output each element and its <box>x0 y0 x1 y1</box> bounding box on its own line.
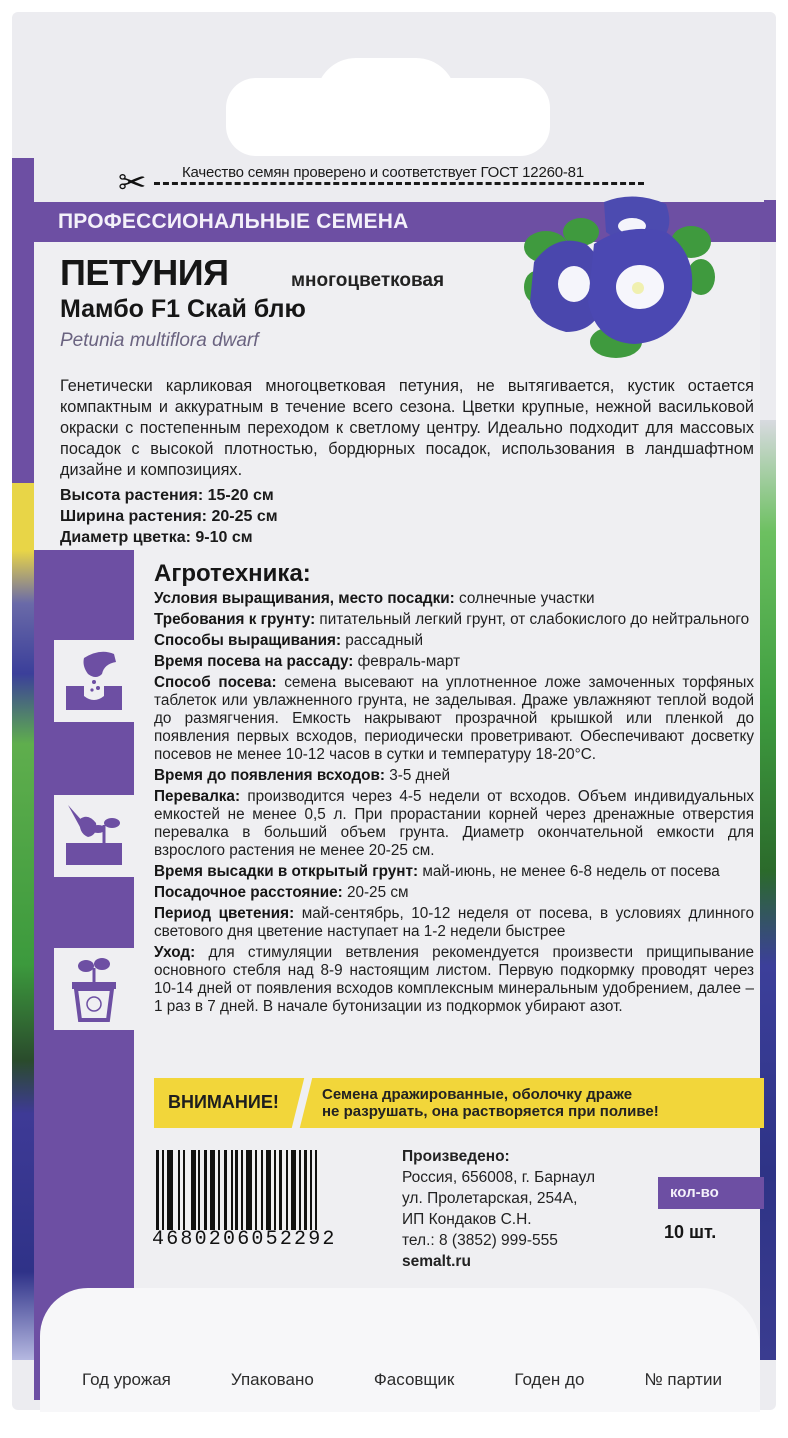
background-photo-left <box>12 480 34 1360</box>
hang-hole <box>226 78 550 156</box>
barcode-number: 4680206052292 <box>152 1228 337 1251</box>
stamp-packer: Фасовщик <box>373 1370 455 1389</box>
latin-name: Petunia multiflora dwarf <box>60 330 259 351</box>
agro-item: Период цветения: май-сентябрь, 10-12 неделя от посева, в условиях длинного светового дня цветение наступает на 1-2 недели быстрее <box>154 905 755 940</box>
spec-flower-diameter: Диаметр цветка: 9-10 см <box>60 529 253 546</box>
transplant-icon-box <box>54 795 134 877</box>
sowing-icon-box <box>54 640 134 722</box>
agrotechnics-heading: Агротехника: <box>154 560 311 587</box>
agro-item: Условия выращивания, место посадки: солнечные участки <box>154 590 595 607</box>
product-description: Генетически карликовая многоцветковая петуния, не вытягивается, кустик остается компактным и аккуратным в течение всего сезона. Цветки крупные, нежной васильковой окраски с постепенным переходом к светлому центру. Идеально подходит для массовых посадок с высокой плотностью, бордюрных посадок, использования в ландшафтном дизайне и композициях. <box>60 377 754 479</box>
quantity-label-box <box>658 1177 764 1209</box>
quality-note: Качество семян проверено и соответствует ГОСТ 12260-81 <box>182 164 584 181</box>
manufacturer-line: ИП Кондаков С.Н. <box>402 1211 532 1228</box>
bottom-flap <box>40 1288 760 1412</box>
warning-text: Семена дражированные, оболочку драже не разрушать, она растворяется при поливе! <box>322 1086 659 1120</box>
right-accent-bar <box>764 200 776 242</box>
quantity-label: кол-во <box>670 1184 719 1201</box>
manufacturer-phone: тел.: 8 (3852) 999-555 <box>402 1232 558 1249</box>
agro-item: Время посева на рассаду: февраль-март <box>154 653 461 670</box>
agrotechnics-section <box>154 560 754 1019</box>
transplant-trowel-icon <box>54 795 134 877</box>
quantity-value: 10 шт. <box>664 1222 717 1242</box>
manufacturer-heading: Произведено: <box>402 1148 510 1165</box>
scissors-icon: ✂ <box>118 164 147 202</box>
agro-item: Посадочное расстояние: 20-25 см <box>154 884 409 901</box>
manufacturer-info <box>402 1146 595 1272</box>
agro-item: Уход: для стимуляции ветвления рекомендуется произвести прищипывание основного стебля над 8-9 настоящим листом. Первую подкормку проводят через 10-14 дней от появления всходов комплексным минеральным удобрением, далее – 1 раз в 7 дней. В начале бутонизации из подкормок убирают азот. <box>154 944 754 1015</box>
left-accent-bar <box>12 158 34 483</box>
agro-item: Перевалка: производится через 4-5 недели от всходов. Объем индивидуальных емкостей не менее 0,5 л. При прорастании корней через дренажные отверстия перевалка в больший объем грунта. Диаметр окончательной емкости для взрослого растения не менее 20-25 см. <box>154 788 755 859</box>
stamp-harvest-year: Год урожая <box>82 1370 171 1389</box>
agro-item: Время до появления всходов: 3-5 дней <box>154 767 451 784</box>
agro-item: Способы выращивания: рассадный <box>154 632 424 649</box>
manufacturer-website: semalt.ru <box>402 1253 471 1270</box>
barcode <box>156 1150 380 1230</box>
sowing-hand-icon <box>54 640 134 722</box>
brand-band-text: ПРОФЕССИОНАЛЬНЫЕ СЕМЕНА <box>58 210 409 233</box>
dashed-cut-line <box>154 182 644 185</box>
manufacturer-line: Россия, 656008, г. Барнаул <box>402 1169 596 1186</box>
warning-label: ВНИМАНИЕ! <box>168 1092 279 1112</box>
stamp-packed: Упаковано <box>230 1370 314 1389</box>
pot-icon-box <box>54 948 134 1030</box>
spec-height: Высота растения: 15-20 см <box>60 487 274 504</box>
agro-item: Время высадки в открытый грунт: май-июнь, не менее 6-8 недель от посева <box>154 863 720 880</box>
potted-plant-icon <box>54 948 134 1030</box>
agro-item: Требования к грунту: питательный легкий грунт, от слабокислого до нейтрального <box>154 611 750 628</box>
warning-divider <box>292 1078 312 1128</box>
background-photo-right <box>760 420 776 1360</box>
warning-banner <box>154 1078 764 1128</box>
product-title: ПЕТУНИЯ <box>60 252 229 293</box>
variety-name: Мамбо F1 Скай блю <box>60 295 306 323</box>
petunia-flower-image <box>516 192 716 362</box>
stamp-expiry: Годен до <box>514 1370 585 1389</box>
agro-item: Способ посева: семена высевают на уплотненное ложе замоченных торфяных таблеток или увлажненного грунта, не заделывая. Драже увлажняют теплой водой до размягчения. Емкость накрывают прозрачной крышкой или пленкой до появления первых всходов, периодически проветривают. Обеспечивают досветку посевов не менее 10-12 часов в сутки и температуру 18-20°С. <box>154 674 755 763</box>
stamp-batch: № партии <box>644 1370 722 1389</box>
stamp-fields <box>82 1370 722 1390</box>
product-specs <box>60 485 278 548</box>
manufacturer-line: ул. Пролетарская, 254А, <box>402 1190 578 1207</box>
product-subtitle: многоцветковая <box>291 270 445 291</box>
spec-width: Ширина растения: 20-25 см <box>60 508 278 525</box>
